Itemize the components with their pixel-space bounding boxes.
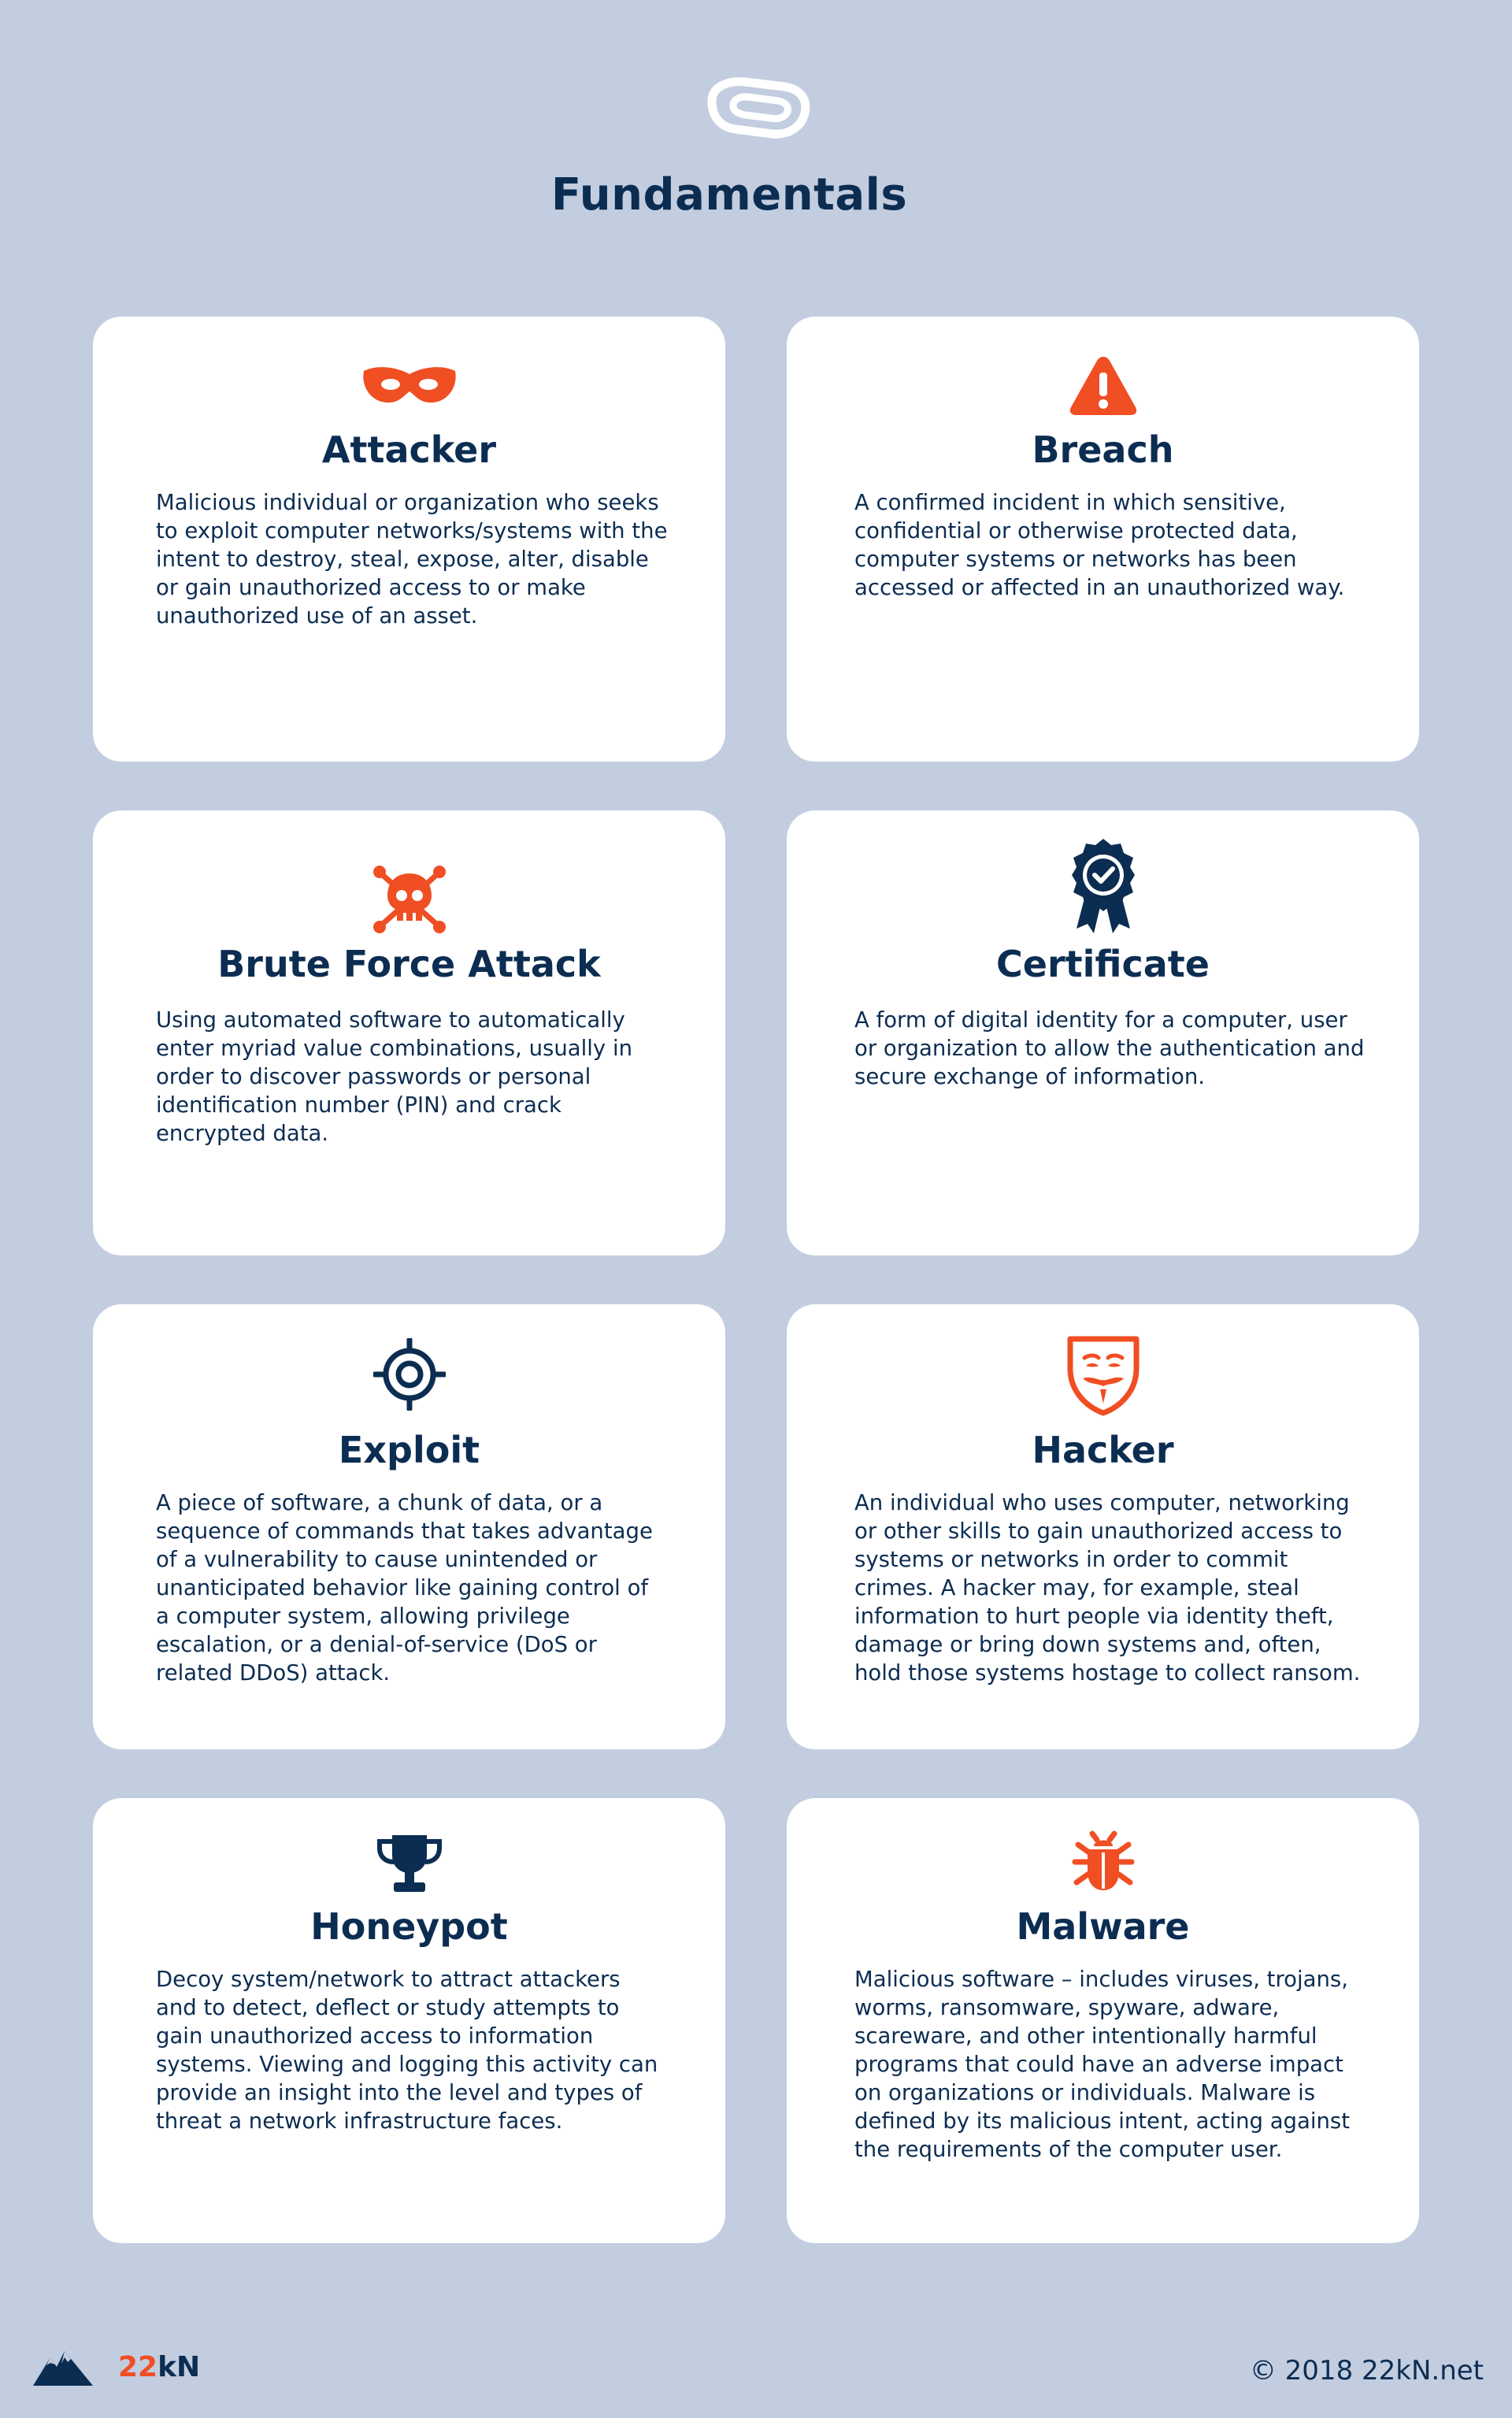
card-brute-force-attack (93, 810, 725, 1255)
card-title: Hacker (1032, 1429, 1174, 1471)
card-text: Malicious software – includes viruses, trojans, worms, ransomware, spyware, adware, scareware, and other intentionally harmful programs that could have an adverse impact on organizations or individuals. Malware is defined by its malicious intent, acting against the requirements of the computer user. (854, 1967, 1351, 2162)
trophy-icon (375, 1832, 444, 1895)
mask-icon (361, 363, 458, 407)
footer-brand (32, 2343, 200, 2390)
mountain-logo-icon (32, 2346, 94, 2387)
card-text: A piece of software, a chunk of data, or a sequence of commands that takes advantage of a vulnerability to cause unintended or unanticipated behavior like gaining control of a computer system, allowing privilege escalation, or a denial-of-service (DoS or related DDoS) attack. (156, 1490, 653, 1686)
card-text: A confirmed incident in which sensitive, confidential or otherwise protected data, computer systems or networks has been accessed or affected in an unauthorized way. (854, 490, 1345, 600)
hacker-mask-icon (1065, 1334, 1141, 1416)
certificate-badge-icon (1065, 837, 1141, 935)
card-title: Honeypot (310, 1905, 508, 1948)
card-certificate (787, 810, 1419, 1255)
card-title: Malware (1016, 1905, 1190, 1948)
warning-icon (1069, 354, 1138, 417)
card-malware (787, 1798, 1419, 2243)
card-text: Malicious individual or organization who seeks to exploit computer networks/systems with the intent to destroy, steal, expose, alter, disable or gain unauthorized access to or make unauthorized use of an asset. (156, 490, 668, 629)
copyright: © 2018 22kN.net (1249, 2355, 1484, 2386)
card-title: Brute Force Attack (217, 943, 601, 985)
card-exploit (93, 1304, 725, 1749)
card-text: Decoy system/network to attract attackers and to detect, deflect or study attempts to gain unauthorized access to information systems. Viewing and logging this activity can provide an insight into the level and types of threat a network infrastructure faces. (156, 1967, 658, 2134)
card-text: A form of digital identity for a computer, user or organization to allow the authentication and secure exchange of information. (854, 1007, 1365, 1089)
card-title: Attacker (321, 428, 497, 471)
bug-icon (1070, 1830, 1136, 1897)
card-honeypot (93, 1798, 725, 2243)
crosshair-icon (373, 1338, 446, 1411)
card-title: Breach (1032, 428, 1174, 471)
card-breach (787, 317, 1419, 762)
link-chain-logo-icon (690, 69, 816, 156)
card-text: Using automated software to automatically enter myriad value combinations, usually in order to discover passwords or personal identification number (PIN) and crack encrypted data. (156, 1007, 633, 1146)
page-title: Fundamentals (550, 169, 908, 221)
card-attacker (93, 317, 725, 762)
card-hacker (787, 1304, 1419, 1749)
skull-icon (372, 864, 447, 935)
brand-name: 22kN (118, 2350, 201, 2383)
card-text: An individual who uses computer, networking or other skills to gain unauthorized access to systems or networks in order to commit crimes. A hacker may, for example, steal information to hurt people via identity theft, damage or bring down systems and, often, hold those systems hostage to collect ransom. (854, 1490, 1361, 1686)
card-title: Certificate (996, 943, 1210, 985)
card-title: Exploit (338, 1429, 480, 1471)
